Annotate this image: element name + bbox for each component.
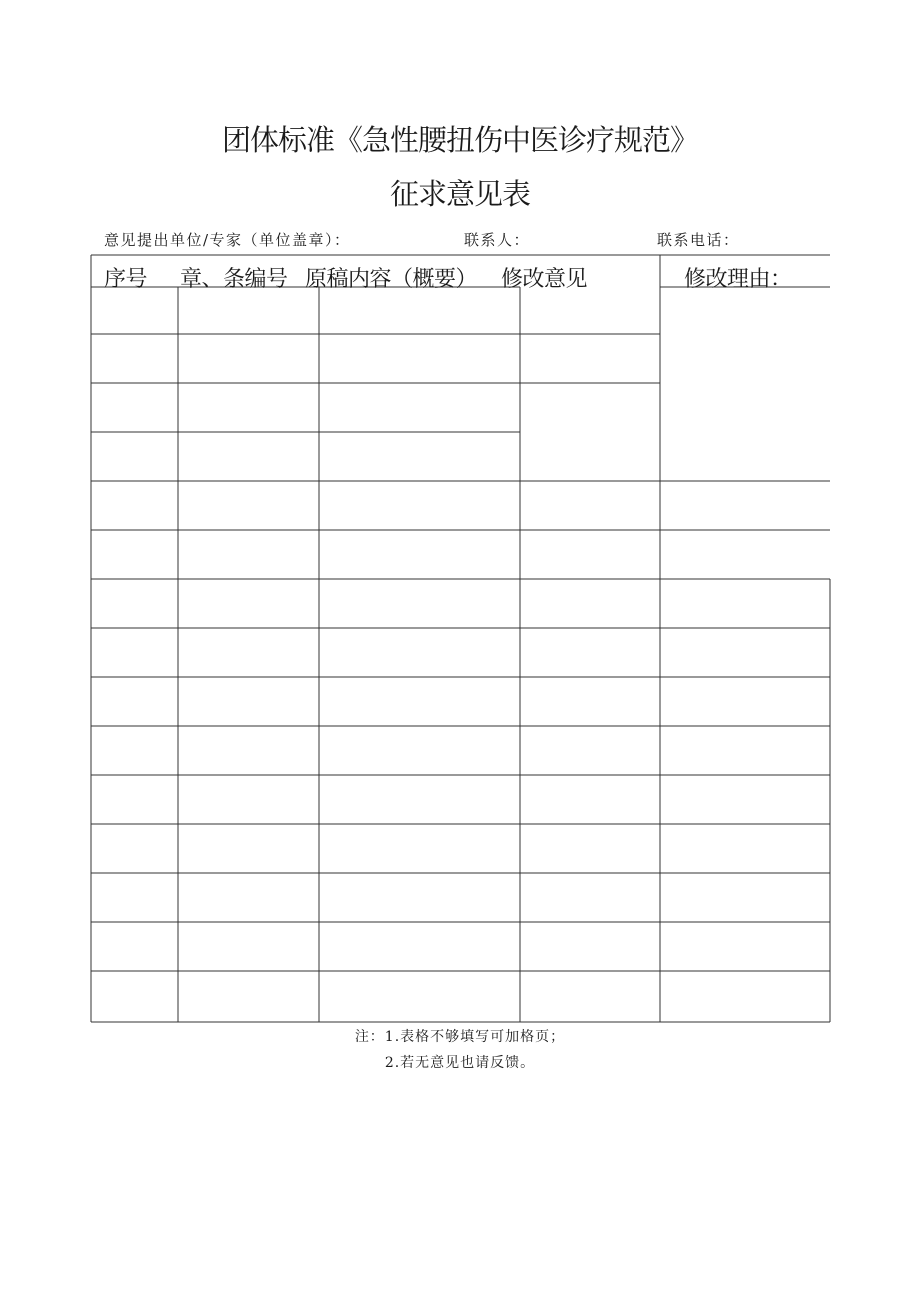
document-title: 团体标准《急性腰扭伤中医诊疗规范》: [221, 123, 698, 157]
header-clause: 章、条编号: [180, 267, 288, 292]
phone-label: 联系电话：: [657, 231, 740, 249]
header-suggestion: 修改意见: [501, 267, 588, 292]
document-subtitle: 征求意见表: [389, 177, 530, 211]
note-1: 注：1.表格不够填写可加格页；: [354, 1029, 566, 1045]
contact-label: 联系人：: [464, 231, 531, 249]
note-2: 2.若无意见也请反馈。: [384, 1055, 536, 1071]
header-seq: 序号: [104, 267, 148, 292]
header-original: 原稿内容（概要）: [305, 267, 478, 292]
header-reason: 修改理由：: [684, 267, 792, 292]
unit-label: 意见提出单位/专家（单位盖章）：: [104, 231, 351, 249]
